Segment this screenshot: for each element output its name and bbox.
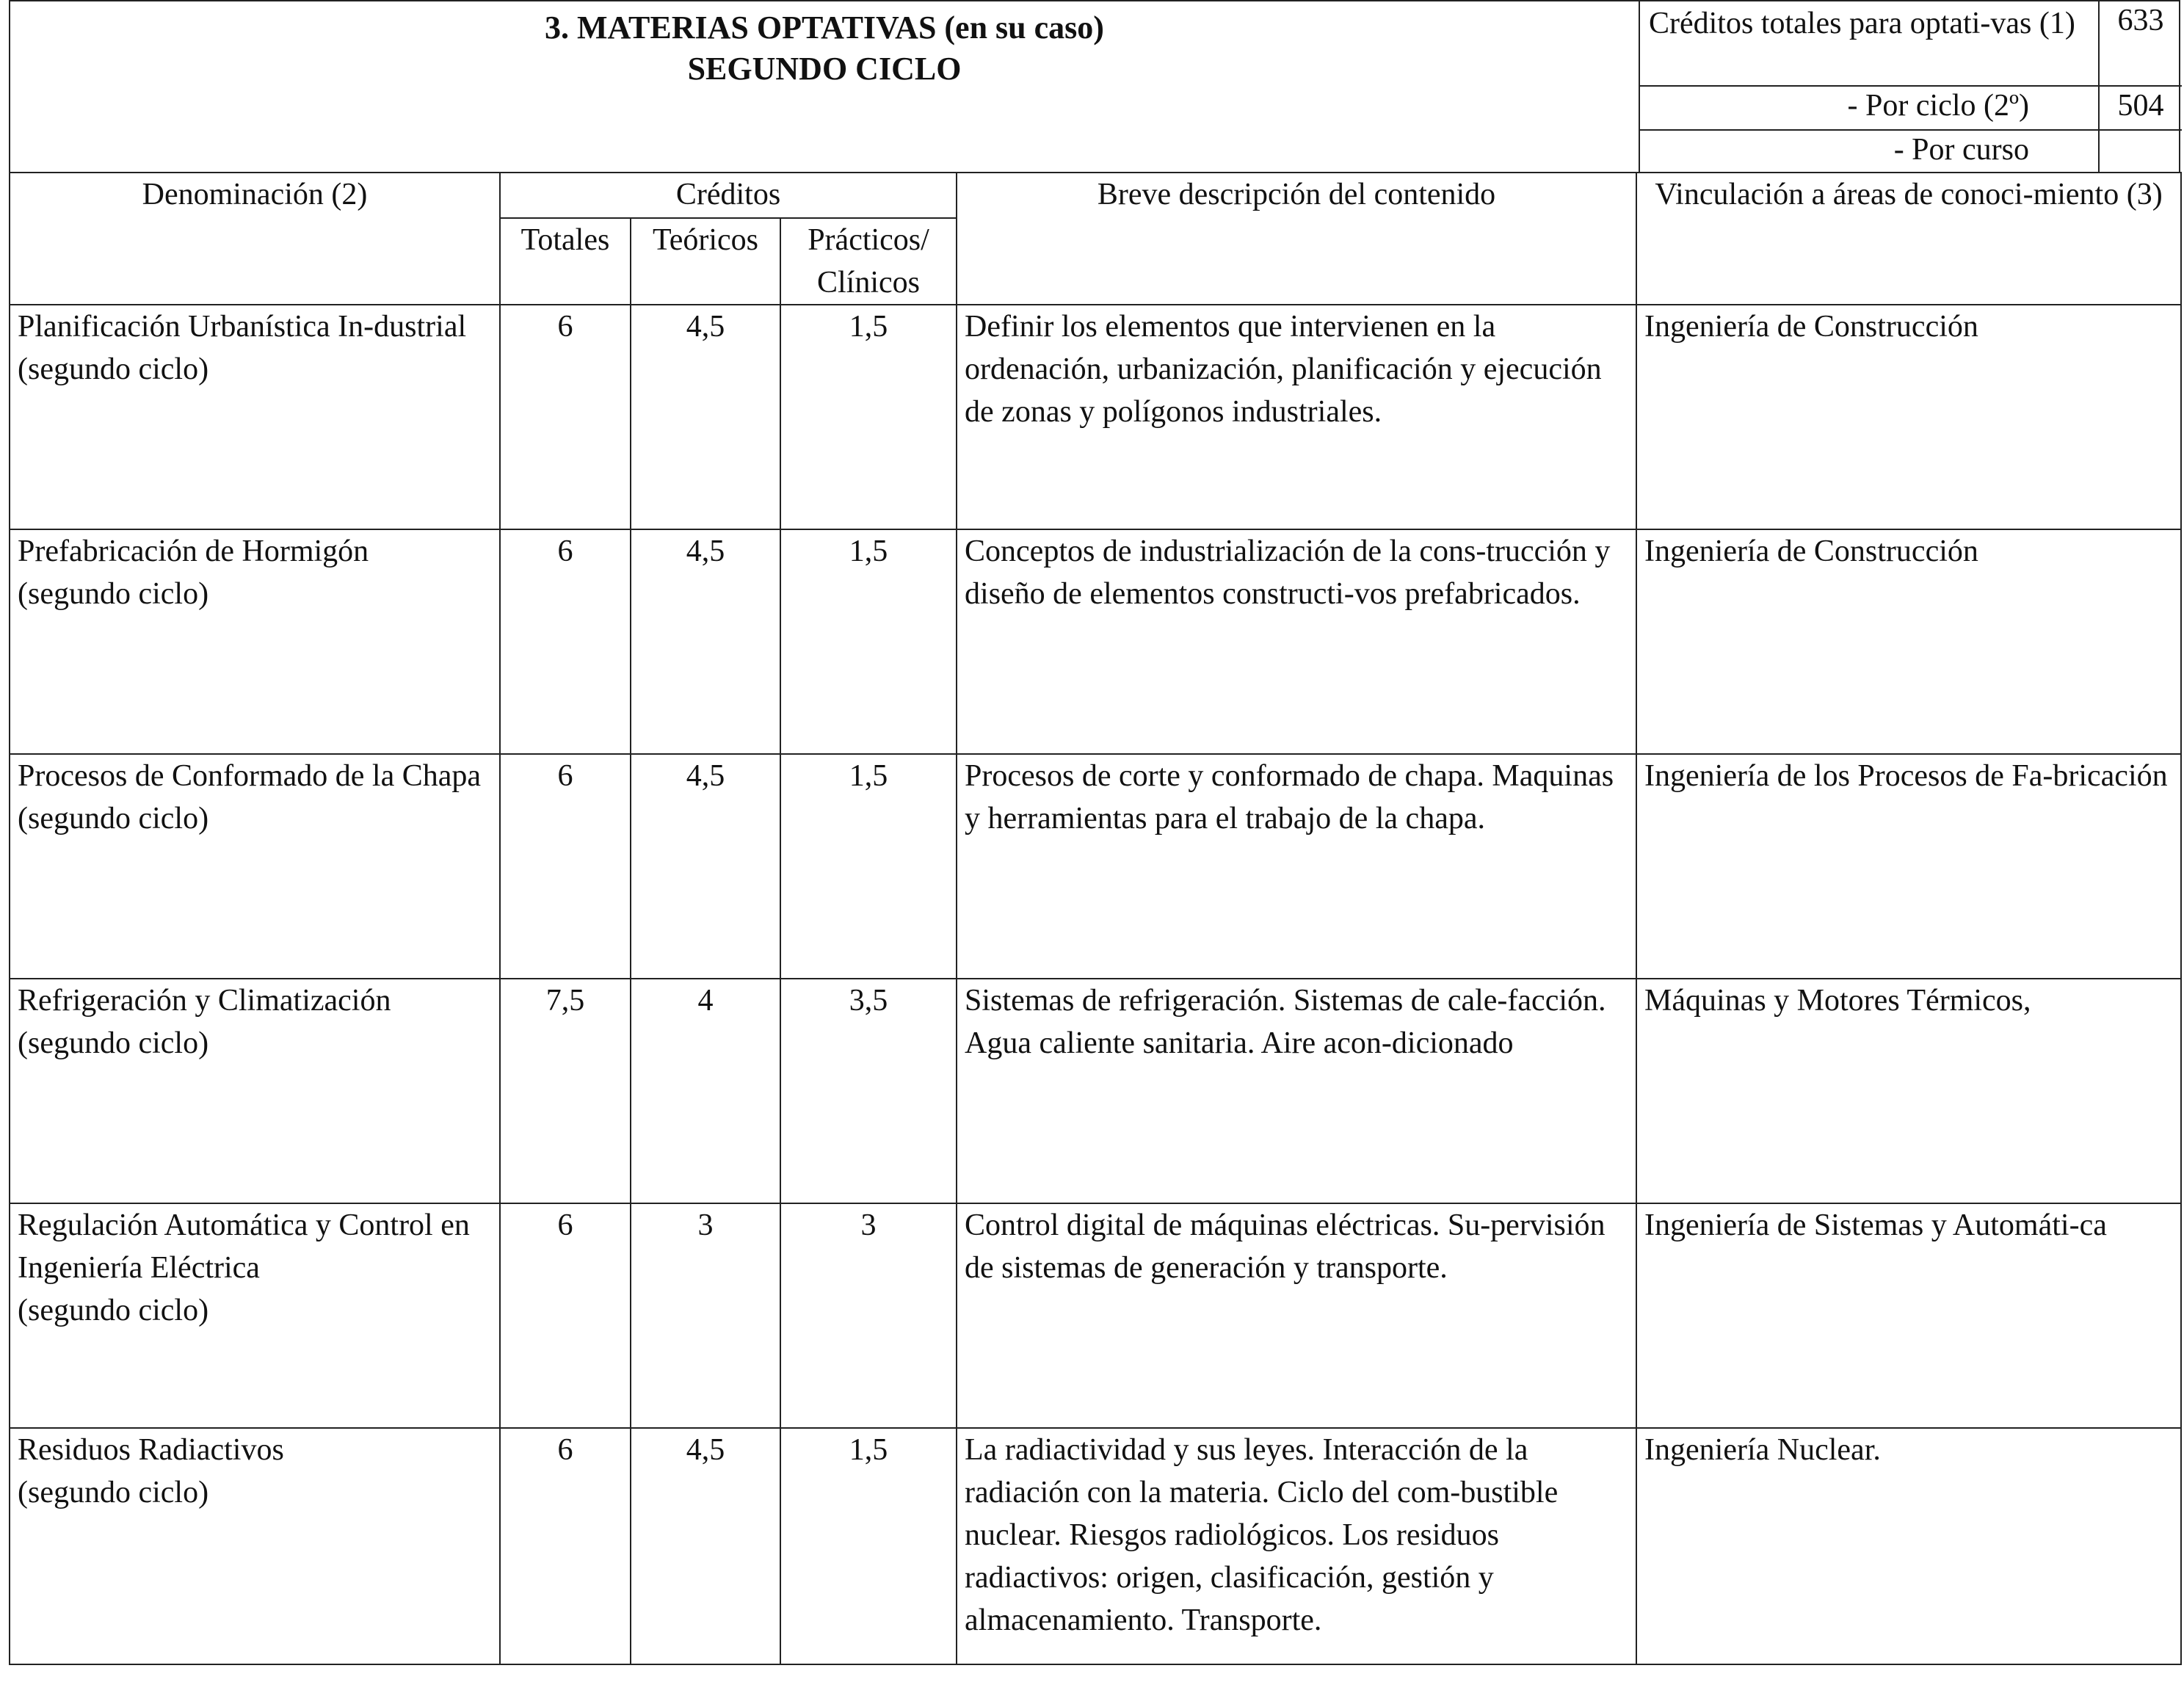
subject-name: Prefabricación de Hormigón <box>18 534 369 568</box>
table-row <box>10 529 2181 754</box>
credits-course-row <box>1640 131 2182 172</box>
col-header-descripcion: Breve descripción del contenido <box>957 173 1636 305</box>
col-header-creditos: Créditos <box>500 173 957 218</box>
credits-course-label: - Por curso <box>1640 131 2100 172</box>
subject-description: Sistemas de refrigeración. Sistemas de cale-facción. Agua caliente sanitaria. Aire acon-dicionado <box>957 979 1636 1203</box>
col-header-practicos: Prácticos/ Clínicos <box>780 218 957 305</box>
table-row <box>10 1428 2181 1664</box>
subject-description: Definir los elementos que intervienen en la ordenación, urbanización, planificación y ejecución de zonas y polígonos industriales. <box>957 305 1636 529</box>
credits-totales: 6 <box>500 305 631 529</box>
credits-cycle-value: 504 <box>2117 89 2164 123</box>
subject-name-cell <box>10 1428 500 1664</box>
subject-name: Procesos de Conformado de la Chapa <box>18 759 482 793</box>
subject-cycle: (segundo ciclo) <box>18 1476 209 1509</box>
credits-teoricos: 4 <box>631 979 780 1203</box>
credits-teoricos: 3 <box>631 1203 780 1428</box>
credits-practicos: 3,5 <box>780 979 957 1203</box>
subject-description: Conceptos de industrialización de la cons-trucción y diseño de elementos constructi-vos prefabricados. <box>957 529 1636 754</box>
credits-totales: 7,5 <box>500 979 631 1203</box>
credits-total-value: 633 <box>2117 4 2164 37</box>
col-header-denominacion: Denominación (2) <box>10 173 500 305</box>
credits-practicos: 3 <box>780 1203 957 1428</box>
credits-teoricos: 4,5 <box>631 754 780 979</box>
credits-course-value <box>2100 131 2182 172</box>
table-row <box>10 979 2181 1203</box>
credits-teoricos: 4,5 <box>631 1428 780 1664</box>
document-header <box>9 0 2180 173</box>
col-header-vinculacion: Vinculación a áreas de conoci-miento (3) <box>1636 173 2181 305</box>
credits-practicos: 1,5 <box>780 529 957 754</box>
credits-practicos: 1,5 <box>780 754 957 979</box>
credits-cycle-label: - Por ciclo (2º) <box>1640 87 2100 129</box>
subject-description: Control digital de máquinas eléctricas. Su-pervisión de sistemas de generación y transporte. <box>957 1203 1636 1428</box>
credits-totales: 6 <box>500 529 631 754</box>
knowledge-area: Ingeniería de Construcción <box>1636 529 2181 754</box>
subject-cycle: (segundo ciclo) <box>18 352 209 386</box>
credits-totales: 6 <box>500 1203 631 1428</box>
knowledge-area: Ingeniería de los Procesos de Fa-bricación <box>1636 754 2181 979</box>
knowledge-area: Máquinas y Motores Térmicos, <box>1636 979 2181 1203</box>
knowledge-area: Ingeniería de Construcción <box>1636 305 2181 529</box>
table-header-row <box>10 173 2181 218</box>
credits-practicos: 1,5 <box>780 305 957 529</box>
subject-cycle: (segundo ciclo) <box>18 802 209 835</box>
subject-name: Regulación Automática y Control en Ingeniería Eléctrica <box>18 1208 470 1285</box>
subject-name: Planificación Urbanística In-dustrial <box>18 310 467 344</box>
page-subtitle: SEGUNDO CICLO <box>687 51 962 87</box>
credits-cycle-row <box>1640 87 2182 131</box>
credits-total-label: Créditos totales para optati-vas (1) <box>1640 1 2100 85</box>
knowledge-area: Ingeniería Nuclear. <box>1636 1428 2181 1664</box>
col-header-totales: Totales <box>500 218 631 305</box>
subjects-table <box>9 172 2182 1665</box>
table-row <box>10 1203 2181 1428</box>
page-title: 3. MATERIAS OPTATIVAS (en su caso) <box>545 10 1104 46</box>
table-row <box>10 305 2181 529</box>
credits-teoricos: 4,5 <box>631 529 780 754</box>
knowledge-area: Ingeniería de Sistemas y Automáti-ca <box>1636 1203 2181 1428</box>
subject-name: Residuos Radiactivos <box>18 1433 284 1467</box>
credits-totales: 6 <box>500 1428 631 1664</box>
subject-name-cell <box>10 754 500 979</box>
col-header-teoricos: Teóricos <box>631 218 780 305</box>
credits-total-row <box>1640 1 2182 87</box>
credits-teoricos: 4,5 <box>631 305 780 529</box>
subject-name-cell <box>10 1203 500 1428</box>
subject-cycle: (segundo ciclo) <box>18 1026 209 1060</box>
credits-practicos: 1,5 <box>780 1428 957 1664</box>
table-row <box>10 754 2181 979</box>
subject-name-cell <box>10 305 500 529</box>
subject-description: Procesos de corte y conformado de chapa. Maquinas y herramientas para el trabajo de la chapa. <box>957 754 1636 979</box>
title-block <box>10 1 1639 172</box>
subject-name: Refrigeración y Climatización <box>18 984 391 1018</box>
subject-cycle: (segundo ciclo) <box>18 577 209 611</box>
subject-name-cell <box>10 979 500 1203</box>
credits-totales: 6 <box>500 754 631 979</box>
credits-summary <box>1639 1 2182 172</box>
subject-description: La radiactividad y sus leyes. Interacción de la radiación con la materia. Ciclo del com-bustible nuclear. Riesgos radiológicos. Los residuos radiactivos: origen, clasificación, gestión y almacenamiento. Transporte. <box>957 1428 1636 1664</box>
subject-cycle: (segundo ciclo) <box>18 1294 209 1327</box>
subject-name-cell <box>10 529 500 754</box>
